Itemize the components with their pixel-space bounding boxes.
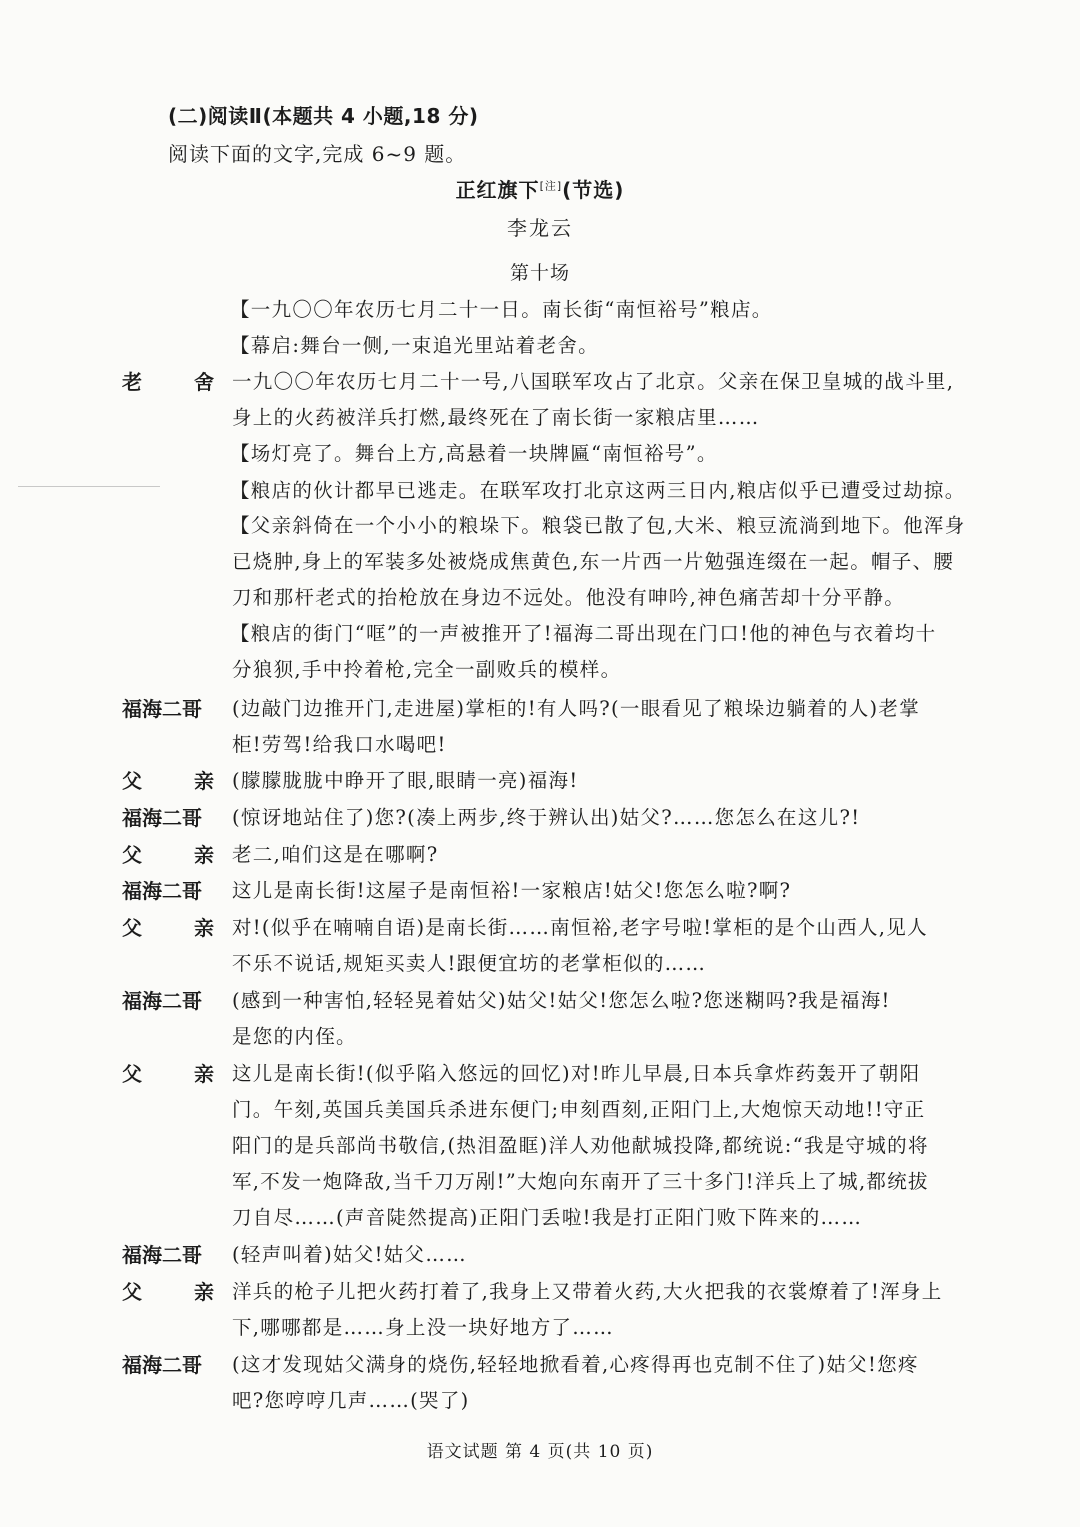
- dialogue-line: (感到一种害怕,轻轻晃着姑父)姑父!姑父!您怎么啦?您迷糊吗?我是福海!: [232, 989, 891, 1012]
- dialogue-line: 军,不发一炮降敌,当千刀万剐!”大炮向东南开了三十多门!洋兵上了城,都统拔: [232, 1170, 929, 1193]
- page-footer: 语文试题 第 4 页(共 10 页): [426, 1442, 654, 1462]
- speaker-fuhai: 福海二哥: [122, 989, 202, 1013]
- dialogue-line: 门。午刻,英国兵美国兵杀进东便门;申刻酉刻,正阳门上,大炮惊天动地!!守正: [232, 1098, 926, 1121]
- passage-title: [0, 174, 1080, 203]
- speaker-father: 父 亲: [122, 769, 214, 793]
- title-text: 正红旗下: [455, 178, 540, 202]
- stage-direction: 【场灯亮了。舞台上方,高悬着一块牌匾“南恒裕号”。: [230, 442, 718, 465]
- margin-rule: [18, 486, 160, 487]
- dialogue-line: 一九〇〇年农历七月二十一号,八国联军攻占了北京。父亲在保卫皇城的战斗里,: [232, 370, 955, 393]
- stage-direction: 【一九〇〇年农历七月二十一日。南长街“南恒裕号”粮店。: [230, 298, 773, 321]
- speaker-father: 父 亲: [122, 916, 214, 940]
- speaker-laoshe: 老 舍: [122, 370, 214, 394]
- dialogue-line: 身上的火药被洋兵打燃,最终死在了南长街一家粮店里……: [232, 406, 760, 429]
- dialogue-line: (朦朦胧胧中睁开了眼,眼睛一亮)福海!: [232, 769, 579, 792]
- dialogue-line: (惊讶地站住了)您?(凑上两步,终于辨认出)姑父?……您怎么在这儿?!: [232, 806, 861, 829]
- stage-direction: 【父亲斜倚在一个小小的粮垛下。粮袋已散了包,大米、粮豆流淌到地下。他浑身: [230, 514, 966, 537]
- dialogue-line: 下,哪哪都是……身上没一块好地方了……: [232, 1316, 614, 1339]
- title-suffix: (节选): [562, 178, 625, 202]
- dialogue-line: 这儿是南长街!这屋子是南恒裕!一家粮店!姑父!您怎么啦?啊?: [232, 879, 792, 902]
- dialogue-line: 柜!劳驾!给我口水喝吧!: [232, 733, 447, 756]
- dialogue-line: 老二,咱们这是在哪啊?: [232, 843, 439, 866]
- reading-instruction: 阅读下面的文字,完成 6~9 题。: [168, 142, 467, 166]
- section-heading: (二)阅读Ⅱ(本题共 4 小题,18 分): [168, 104, 479, 128]
- dialogue-line: 不乐不说话,规矩买卖人!跟便宜坊的老掌柜似的……: [232, 952, 707, 975]
- speaker-fuhai: 福海二哥: [122, 1243, 202, 1267]
- stage-direction: 【幕启:舞台一侧,一束追光里站着老舍。: [230, 334, 599, 357]
- dialogue-line: 洋兵的枪子儿把火药打着了,我身上又带着火药,大火把我的衣裳燎着了!浑身上: [232, 1280, 943, 1303]
- dialogue-line: (这才发现姑父满身的烧伤,轻轻地掀看着,心疼得再也克制不住了)姑父!您疼: [232, 1353, 919, 1376]
- stage-direction: 分狼狈,手中拎着枪,完全一副败兵的模样。: [232, 658, 622, 681]
- title-footnote-mark: [注]: [539, 179, 563, 193]
- stage-direction: 【粮店的伙计都早已逃走。在联军攻打北京这两三日内,粮店似乎已遭受过劫掠。: [230, 479, 966, 502]
- dialogue-line: 是您的内侄。: [232, 1025, 357, 1048]
- speaker-father: 父 亲: [122, 1280, 214, 1304]
- stage-direction: 【粮店的街门“哐”的一声被推开了!福海二哥出现在门口!他的神色与衣着均十: [230, 622, 937, 645]
- dialogue-line: (轻声叫着)姑父!姑父……: [232, 1243, 467, 1266]
- dialogue-line: 刀自尽……(声音陡然提高)正阳门丢啦!我是打正阳门败下阵来的……: [232, 1206, 863, 1229]
- dialogue-line: 这儿是南长街!(似乎陷入悠远的回忆)对!昨儿早晨,日本兵拿炸药轰开了朝阳: [232, 1062, 921, 1085]
- dialogue-line: 阳门的是兵部尚书敬信,(热泪盈眶)洋人劝他献城投降,都统说:“我是守城的将: [232, 1134, 929, 1157]
- stage-direction: 已烧肿,身上的军装多处被烧成焦黄色,东一片西一片勉强连缀在一起。帽子、腰: [232, 550, 955, 573]
- speaker-fuhai: 福海二哥: [122, 1353, 202, 1377]
- scene-heading: 第十场: [509, 262, 570, 284]
- author-name: 李龙云: [507, 216, 573, 240]
- dialogue-line: (边敲门边推开门,走进屋)掌柜的!有人吗?(一眼看见了粮垛边躺着的人)老掌: [232, 697, 921, 720]
- dialogue-line: 对!(似乎在喃喃自语)是南长街……南恒裕,老字号啦!掌柜的是个山西人,见人: [232, 916, 928, 939]
- stage-direction: 刀和那杆老式的抬枪放在身边不远处。他没有呻吟,神色痛苦却十分平静。: [232, 586, 906, 609]
- dialogue-line: 吧?您哼哼几声……(哭了): [232, 1389, 470, 1412]
- speaker-father: 父 亲: [122, 843, 214, 867]
- speaker-fuhai: 福海二哥: [122, 879, 202, 903]
- speaker-fuhai: 福海二哥: [122, 697, 202, 721]
- speaker-father: 父 亲: [122, 1062, 214, 1086]
- speaker-fuhai: 福海二哥: [122, 806, 202, 830]
